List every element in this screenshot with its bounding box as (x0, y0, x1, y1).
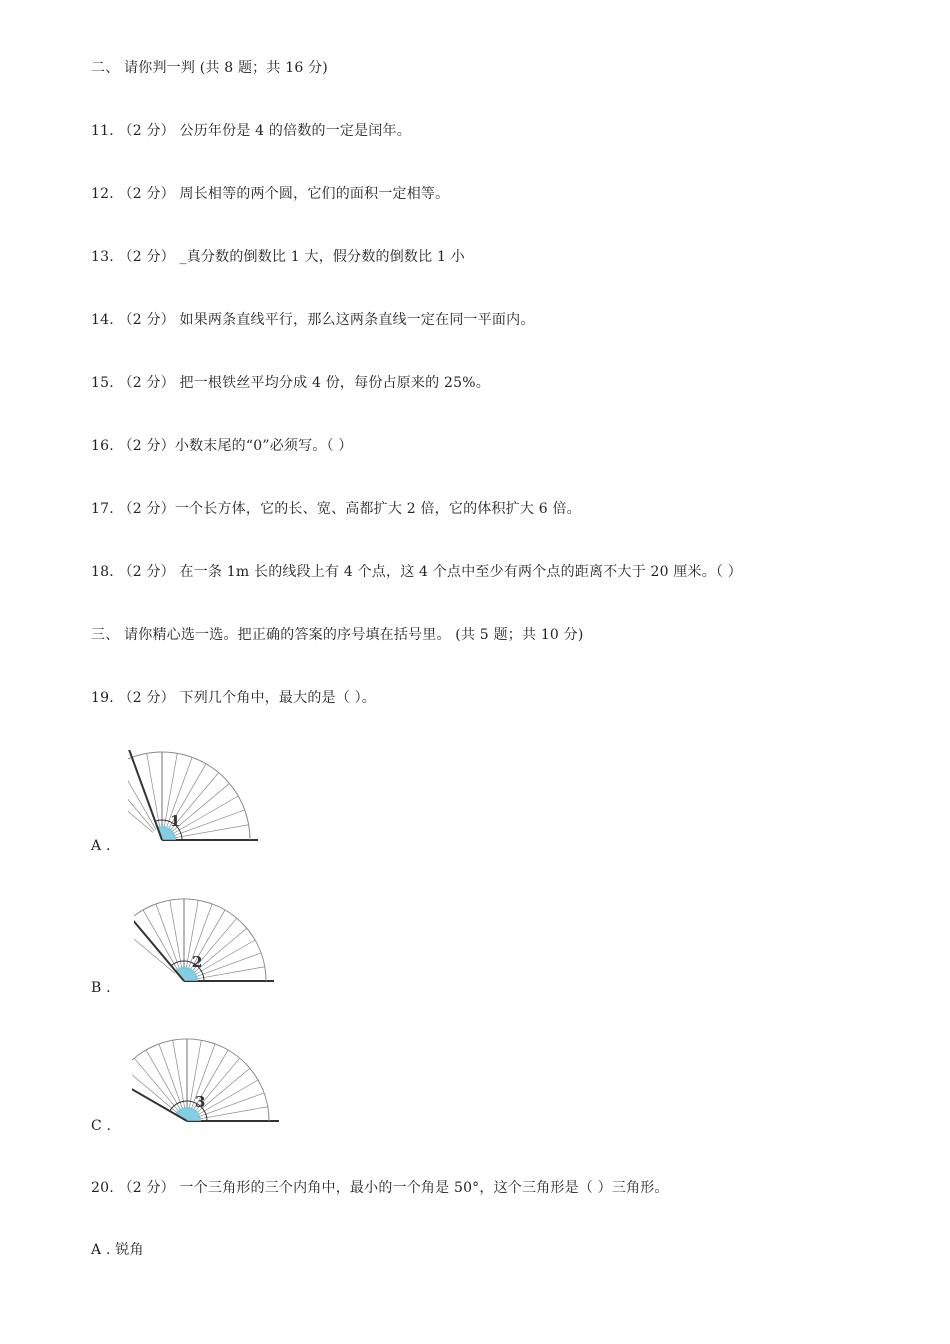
question-17: 17. （2 分）一个长方体，它的长、宽、高都扩大 2 倍，它的体积扩大 6 倍。 (91, 501, 581, 517)
question-11: 11. （2 分） 公历年份是 4 的倍数的一定是闰年。 (91, 123, 411, 139)
question-16: 16. （2 分）小数末尾的“0”必须写。（ ） (91, 438, 353, 454)
angle-number: 3 (195, 1093, 206, 1111)
protractor-angle-3 (132, 1038, 282, 1128)
angle-number: 2 (192, 953, 203, 971)
option-a-label: A . (91, 838, 111, 854)
option-c-label: C . (91, 1118, 112, 1134)
protractor-tick (132, 1068, 178, 1113)
question-20: 20. （2 分） 一个三角形的三个内角中，最小的一个角是 50°，这个三角形是（ ）三角形。 (91, 1180, 669, 1196)
protractor-tick (134, 928, 175, 973)
option-a-angle-figure[interactable] (128, 750, 263, 845)
angle-number: 1 (170, 812, 181, 830)
question-14: 14. （2 分） 如果两条直线平行，那么这两条直线一定在同一平面内。 (91, 312, 535, 328)
option-b-label: B . (91, 980, 111, 996)
section3-heading: 三、 请你精心选一选。把正确的答案的序号填在括号里。 (共 5 题；共 10 分) (91, 627, 584, 643)
q20-option-a[interactable]: A . 锐角 (91, 1242, 144, 1258)
option-b-angle-figure[interactable] (134, 898, 279, 988)
question-13: 13. （2 分） _真分数的倒数比 1 大，假分数的倒数比 1 小 (91, 249, 465, 265)
question-12: 12. （2 分） 周长相等的两个圆，它们的面积一定相等。 (91, 186, 450, 202)
section2-heading: 二、 请你判一判 (共 8 题；共 16 分) (91, 60, 328, 76)
angle-ray (128, 750, 162, 840)
question-15: 15. （2 分） 把一根铁丝平均分成 4 份，每份占原来的 25%。 (91, 375, 490, 391)
protractor-tick (128, 764, 156, 830)
protractor-angle-2 (134, 898, 279, 988)
protractor-angle-1 (128, 750, 263, 845)
option-c-angle-figure[interactable] (132, 1038, 282, 1128)
question-18: 18. （2 分） 在一条 1m 长的线段上有 4 个点，这 4 个点中至少有两个点的距离不大于 20 厘米。（ ） (91, 564, 742, 580)
question-19: 19. （2 分） 下列几个角中，最大的是（ ）。 (91, 690, 376, 706)
